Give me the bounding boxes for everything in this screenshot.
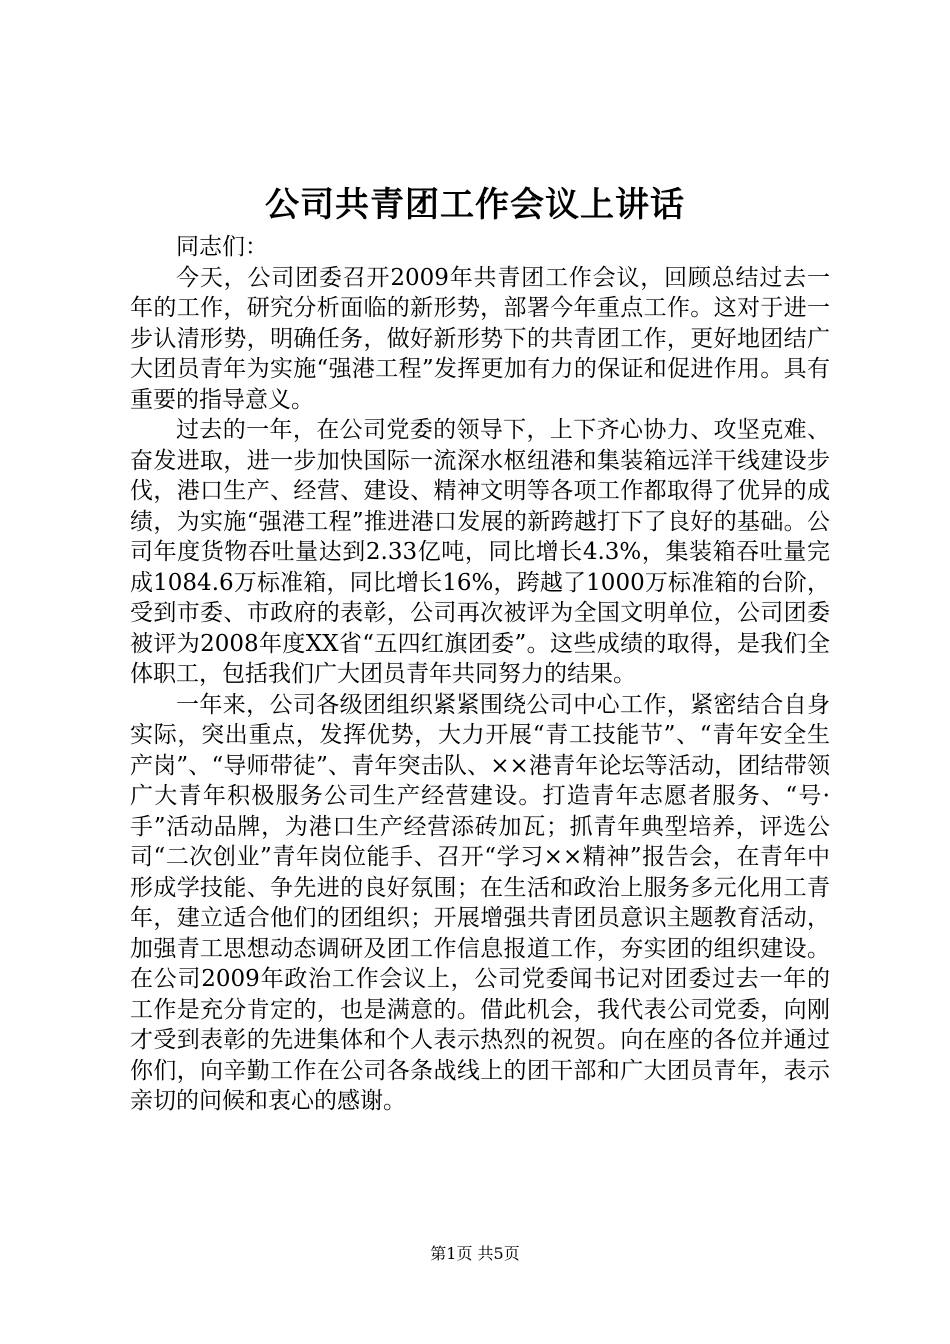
body-paragraph: 一年来，公司各级团组织紧紧围绕公司中心工作，紧密结合自身实际，突出重点，发挥优势，大力开展“青工技能节”、“青年安全生产岗”、“导师带徒”、青年突击队、××港青年论坛等活动，团结带领广大青年积极服务公司生产经营建设。打造青年志愿者服务、“号·手”活动品牌，为港口生产经营添砖加瓦；抓青年典型培养，评选公司“二次创业”青年岗位能手、召开“学习××精神”报告会，在青年中形成学技能、争先进的良好氛围；在生活和政治上服务多元化用工青年，建立适合他们的团组织；开展增强共青团员意识主题教育活动，加强青工思想动态调研及团工作信息报道工作，夯实团的组织建设。在公司2009年政治工作会议上，公司党委闻书记对团委过去一年的工作是充分肯定的，也是满意的。借此机会，我代表公司党委，向刚才受到表彰的先进集体和个人表示热烈的祝贺。向在座的各位并通过你们，向辛勤工作在公司各条战线上的团干部和广大团员青年，表示亲切的问候和衷心的感谢。 <box>130 691 830 1114</box>
page-number-footer: 第1页 共5页 <box>430 1244 520 1263</box>
document-body <box>130 232 830 1117</box>
body-paragraph: 过去的一年，在公司党委的领导下，上下齐心协力、攻坚克难、奋发进取，进一步加快国际一流深水枢纽港和集装箱远洋干线建设步伐，港口生产、经营、建设、精神文明等各项工作都取得了优异的成绩，为实施“强港工程”推进港口发展的新跨越打下了良好的基础。公司年度货物吞吐量达到2.33亿吨，同比增长4.3%，集装箱吞吐量完成1084.6万标准箱，同比增长16%，跨越了1000万标准箱的台阶，受到市委、市政府的表彰，公司再次被评为全国文明单位，公司团委被评为2008年度XX省“五四红旗团委”。这些成绩的取得，是我们全体职工，包括我们广大团员青年共同努力的结果。 <box>130 417 830 687</box>
document-title: 公司共青团工作会议上讲话 <box>265 185 685 225</box>
body-paragraph: 今天，公司团委召开2009年共青团工作会议，回顾总结过去一年的工作，研究分析面临的新形势，部署今年重点工作。这对于进一步认清形势，明确任务，做好新形势下的共青团工作，更好地团结广大团员青年为实施“强港工程”发挥更加有力的保证和促进作用。具有重要的指导意义。 <box>130 264 830 413</box>
greeting-paragraph: 同志们： <box>176 234 268 260</box>
